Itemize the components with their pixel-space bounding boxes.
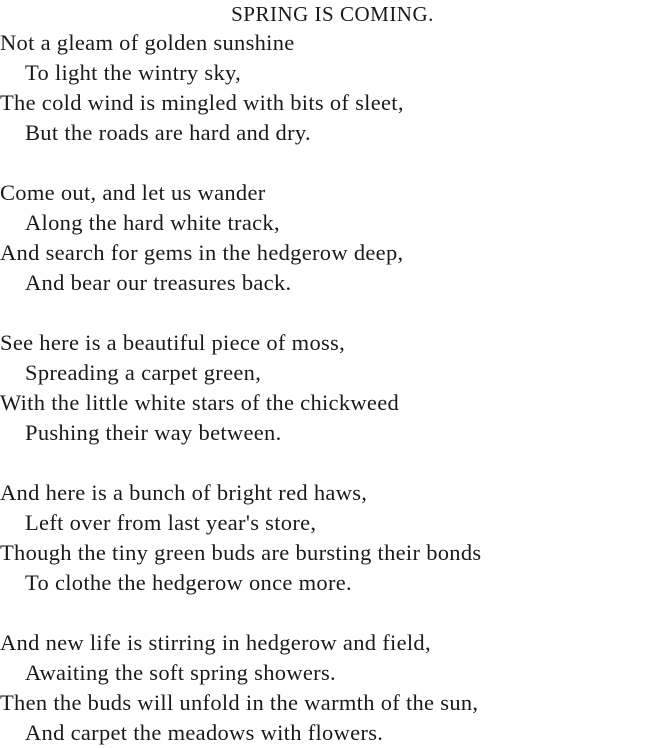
poem-line: Awaiting the soft spring showers. xyxy=(25,660,336,685)
poem-line: Along the hard white track, xyxy=(25,210,280,235)
stanza xyxy=(0,628,665,748)
poem-line: Left over from last year's store, xyxy=(25,510,317,535)
stanza xyxy=(0,328,665,448)
poem-line: Not a gleam of golden sunshine xyxy=(0,30,295,55)
poem-line: Pushing their way between. xyxy=(25,420,282,445)
poem-line: And carpet the meadows with flowers. xyxy=(25,720,384,745)
poem-line: Then the buds will unfold in the warmth of the sun, xyxy=(0,690,479,715)
poem-line: The cold wind is mingled with bits of sleet, xyxy=(0,90,404,115)
poem-line: But the roads are hard and dry. xyxy=(25,120,311,145)
poem-line: To clothe the hedgerow once more. xyxy=(25,570,352,595)
poem-title: SPRING IS COMING. xyxy=(231,2,434,26)
stanza xyxy=(0,478,665,598)
poem-line: And bear our treasures back. xyxy=(25,270,292,295)
poem-line: To light the wintry sky, xyxy=(25,60,242,85)
stanza xyxy=(0,178,665,298)
poem-line: And here is a bunch of bright red haws, xyxy=(0,480,368,505)
poem-line: Come out, and let us wander xyxy=(0,180,266,205)
poem-line: And new life is stirring in hedgerow and field, xyxy=(0,630,431,655)
poem-line: Though the tiny green buds are bursting their bonds xyxy=(0,540,482,565)
poem-line: See here is a beautiful piece of moss, xyxy=(0,330,346,355)
poem-line: And search for gems in the hedgerow deep, xyxy=(0,240,404,265)
poem-line: Spreading a carpet green, xyxy=(25,360,262,385)
stanza xyxy=(0,28,665,148)
poem-line: With the little white stars of the chickweed xyxy=(0,390,400,415)
